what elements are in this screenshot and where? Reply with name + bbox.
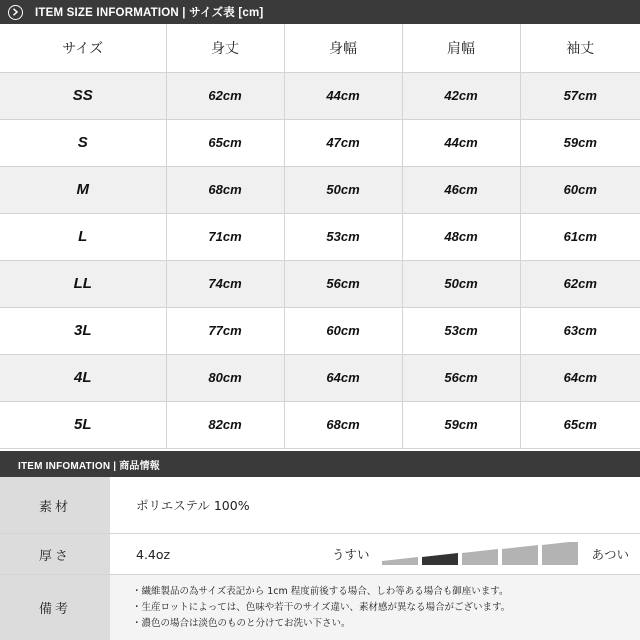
material-value: ポリエステル 100% xyxy=(110,477,640,533)
size-cell: M xyxy=(0,166,166,213)
shoulder-cell: 59cm xyxy=(402,401,520,448)
notes-label: 備考 xyxy=(0,575,110,640)
chevron-right-circle-icon xyxy=(8,5,23,20)
size-cell: LL xyxy=(0,260,166,307)
note-line: ・繊維製品の為サイズ表記から 1cm 程度前後する場合、しわ等ある場合も御座います。 xyxy=(132,585,509,597)
thickness-row xyxy=(0,534,640,575)
notes-body xyxy=(110,575,640,640)
thickness-body xyxy=(110,534,640,574)
thickness-label: 厚さ xyxy=(0,534,110,574)
column-header-sleeve: 袖丈 xyxy=(520,24,640,72)
size-cell: S xyxy=(0,119,166,166)
notes-row xyxy=(0,575,640,640)
thickness-value: 4.4oz xyxy=(136,546,171,562)
length-cell: 80cm xyxy=(166,354,284,401)
thickness-bar xyxy=(422,553,458,565)
size-cell: 4L xyxy=(0,354,166,401)
thickness-bar xyxy=(542,542,578,565)
width-cell: 53cm xyxy=(284,213,402,260)
sleeve-cell: 65cm xyxy=(520,401,640,448)
size-table xyxy=(0,24,640,449)
size-cell: L xyxy=(0,213,166,260)
thickness-scale-bars xyxy=(382,542,580,566)
table-row xyxy=(0,119,640,166)
shoulder-cell: 56cm xyxy=(402,354,520,401)
shoulder-cell: 48cm xyxy=(402,213,520,260)
info-section-header xyxy=(0,451,640,477)
sleeve-cell: 62cm xyxy=(520,260,640,307)
thickness-bar xyxy=(502,545,538,565)
sleeve-cell: 63cm xyxy=(520,307,640,354)
length-cell: 71cm xyxy=(166,213,284,260)
length-cell: 74cm xyxy=(166,260,284,307)
column-header-shoulder: 肩幅 xyxy=(402,24,520,72)
column-header-width: 身幅 xyxy=(284,24,402,72)
size-cell: 5L xyxy=(0,401,166,448)
note-line: ・生産ロットによっては、色味や若干のサイズ違い、素材感が異なる場合がございます。 xyxy=(132,601,511,613)
size-section-header xyxy=(0,0,640,24)
sleeve-cell: 59cm xyxy=(520,119,640,166)
sleeve-cell: 64cm xyxy=(520,354,640,401)
column-header-length: 身丈 xyxy=(166,24,284,72)
table-row xyxy=(0,166,640,213)
table-row xyxy=(0,260,640,307)
column-header-size: サイズ xyxy=(0,24,166,72)
length-cell: 62cm xyxy=(166,72,284,119)
thickness-scale-high-label: あつい xyxy=(591,547,630,562)
width-cell: 44cm xyxy=(284,72,402,119)
width-cell: 60cm xyxy=(284,307,402,354)
sleeve-cell: 61cm xyxy=(520,213,640,260)
shoulder-cell: 53cm xyxy=(402,307,520,354)
thickness-bar xyxy=(462,549,498,565)
shoulder-cell: 46cm xyxy=(402,166,520,213)
width-cell: 50cm xyxy=(284,166,402,213)
width-cell: 56cm xyxy=(284,260,402,307)
length-cell: 82cm xyxy=(166,401,284,448)
length-cell: 65cm xyxy=(166,119,284,166)
length-cell: 68cm xyxy=(166,166,284,213)
sleeve-cell: 60cm xyxy=(520,166,640,213)
info-section-title: ITEM INFOMATION | 商品情報 xyxy=(18,460,161,472)
size-table-header-row xyxy=(0,24,640,72)
width-cell: 64cm xyxy=(284,354,402,401)
thickness-scale xyxy=(332,534,629,574)
thickness-bar xyxy=(382,557,418,565)
table-row xyxy=(0,401,640,448)
note-line: ・濃色の場合は淡色のものと分けてお洗い下さい。 xyxy=(132,617,351,629)
table-row xyxy=(0,354,640,401)
shoulder-cell: 42cm xyxy=(402,72,520,119)
material-row xyxy=(0,477,640,534)
shoulder-cell: 50cm xyxy=(402,260,520,307)
table-row xyxy=(0,213,640,260)
width-cell: 47cm xyxy=(284,119,402,166)
material-label: 素材 xyxy=(0,477,110,533)
shoulder-cell: 44cm xyxy=(402,119,520,166)
thickness-scale-low-label: うすい xyxy=(332,547,370,562)
size-section-title: ITEM SIZE INFORMATION | サイズ表 [cm] xyxy=(35,7,264,19)
table-row xyxy=(0,72,640,119)
table-row xyxy=(0,307,640,354)
size-cell: SS xyxy=(0,72,166,119)
size-cell: 3L xyxy=(0,307,166,354)
width-cell: 68cm xyxy=(284,401,402,448)
length-cell: 77cm xyxy=(166,307,284,354)
sleeve-cell: 57cm xyxy=(520,72,640,119)
